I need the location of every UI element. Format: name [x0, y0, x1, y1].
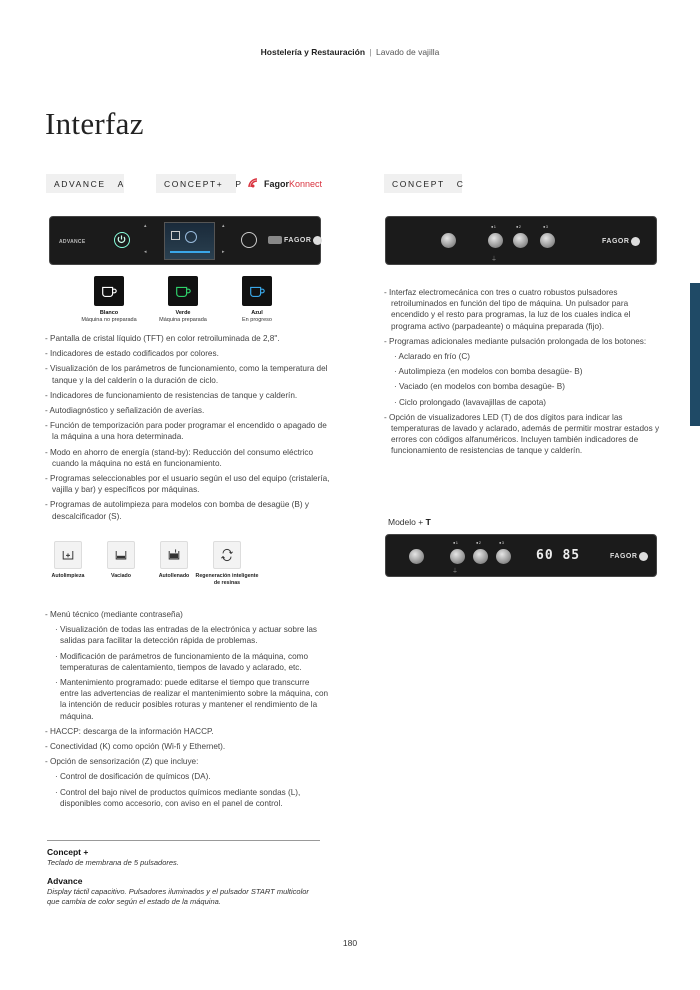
list-subitem: · Ciclo prolongado (lavavajillas de capota): [394, 397, 547, 407]
feature-label: Regeneración inteligente de resinas: [195, 573, 259, 586]
feature-label: Vaciado: [110, 573, 132, 579]
list-subitem: · Autolimpieza (en modelos con bomba desagüe- B): [394, 367, 583, 377]
list-item: - Indicadores de estado codificados por colores.: [45, 349, 219, 359]
note-heading-concept-plus: Concept +: [47, 847, 89, 857]
cup-icon-green: [168, 276, 198, 306]
fagor-logo-text: FAGOR: [610, 553, 638, 560]
list-item: - Autodiagnóstico y señalización de averías.: [45, 406, 205, 416]
menu-feature-list: [45, 609, 330, 813]
auto-fill-glyph: [166, 547, 182, 563]
display-progress-bar: [170, 251, 210, 253]
list-item: - Conectividad (K) como opción (Wi-fi y Ethernet).: [45, 742, 226, 752]
page-header: [0, 47, 700, 57]
program-knob-1[interactable]: [488, 233, 503, 248]
tag-concept-plus-code: P: [235, 178, 243, 189]
fagor-konnect-brand: Fagor: [264, 178, 290, 189]
tray-icon: ⏚: [452, 569, 459, 575]
list-item: - Pantalla de cristal líquido (TFT) en color retroiluminada de 2,8".: [45, 334, 280, 343]
list-item: - Programas adicionales mediante pulsación prolongada de los botones:: [384, 336, 647, 346]
start-button[interactable]: [241, 232, 257, 248]
concept-feature-list: [384, 287, 662, 461]
knob-label: ●2: [476, 540, 482, 545]
cup-icon: [248, 282, 266, 300]
list-item: - Función de temporización para poder programar el encendido o apagado de la máquina a una hora determinada.: [45, 421, 327, 442]
fagor-logo: [602, 237, 640, 246]
status-label-green: Verde Máquina preparada: [159, 310, 207, 323]
knob-label: ●3: [499, 540, 505, 545]
list-subitem: · Modificación de parámetros de funcionamiento de la máquina, como temperaturas de calentamiento, tiempos de lavado y aclarado, etc.: [55, 651, 309, 672]
section-sidebar-tab: [690, 283, 700, 426]
notes-divider: [47, 840, 320, 841]
drain-icon: [107, 541, 135, 569]
drain-glyph: [113, 547, 129, 563]
fagor-konnect-logo: [248, 174, 322, 193]
advance-panel-label: ADVANCE: [59, 239, 86, 245]
knob-label: ●1: [491, 224, 497, 229]
list-item: - Interfaz electromecánica con tres o cuatro robustos pulsadores retroiluminados en función del tipo de máquina. Un pulsador para encendido y el resto para programas, la luz de los cuales indica el programa activo (parpadeante) o máquina preparada (fijo).: [384, 288, 631, 331]
fagor-logo-text: FAGOR: [602, 238, 630, 245]
program-knob-3[interactable]: [540, 233, 555, 248]
arrow-up-icon[interactable]: ▴: [144, 223, 147, 229]
note-text-concept-plus: Teclado de membrana de 5 pulsadores.: [47, 858, 179, 867]
cup-icon: [100, 282, 118, 300]
page-title: Interfaz: [45, 106, 144, 141]
led-display: 60 85: [536, 548, 581, 563]
power-button[interactable]: [114, 232, 130, 248]
list-item: - Indicadores de funcionamiento de resistencias de tanque y calderín.: [45, 390, 298, 400]
advance-feature-list: [45, 333, 330, 526]
knob-label: ●1: [453, 540, 459, 545]
cup-icon-blue: [242, 276, 272, 306]
display-cup-icon: [171, 231, 180, 240]
tag-concept: [384, 174, 465, 193]
display-gauge-icon: [185, 231, 197, 243]
header-section: Hostelería y Restauración: [260, 47, 366, 57]
cup-icon-white: [94, 276, 124, 306]
model-t-control-panel: [385, 534, 657, 577]
note-text-advance: Display táctil capacitivo. Pulsadores iluminados y el pulsador START multicolor que cambia de color según el estado de la máquina.: [47, 887, 309, 906]
program-knob-2[interactable]: [473, 549, 488, 564]
resin-regeneration-glyph: [219, 547, 235, 563]
resin-regeneration-icon: [213, 541, 241, 569]
header-separator: |: [369, 47, 372, 57]
advance-control-panel: [49, 216, 321, 265]
tft-display: [164, 222, 215, 260]
list-subitem: · Mantenimiento programado: puede editarse el tiempo que transcurre entre las advertencias de realizar el mantenimiento sobre la máquina, con la intención de reducir posibles roturas y mantener el rendimiento de la máquina.: [55, 678, 329, 721]
note-heading-advance: Advance: [47, 876, 83, 886]
key-button[interactable]: [268, 236, 282, 244]
header-subsection: Lavado de vajilla: [376, 47, 440, 57]
fagor-konnect-suffix: Konnect: [289, 178, 323, 189]
list-subitem: · Vaciado (en modelos con bomba desagüe- B): [394, 382, 565, 392]
tag-concept-plus: [156, 174, 243, 193]
cup-icon: [174, 282, 192, 300]
list-item: - Opción de sensorización (Z) que incluye:: [45, 757, 199, 767]
list-item: - Modo en ahorro de energía (stand-by): Reducción del consumo eléctrico cuando la máquina no está en funcionamiento.: [45, 447, 314, 468]
tray-icon: ⏚: [491, 257, 498, 263]
knob-label: ●3: [543, 224, 549, 229]
list-item: - Visualización de los parámetros de funcionamiento, como la temperatura del tanque y la del calderín o la duración de ciclo.: [45, 364, 328, 385]
feature-label: Autolimpieza: [51, 573, 85, 579]
tag-concept-plus-name: CONCEPT+: [164, 178, 224, 189]
tag-advance-name: ADVANCE: [54, 178, 106, 189]
list-subitem: · Aclarado en frío (C): [394, 352, 470, 362]
fagor-logo: [610, 552, 648, 561]
model-label: Modelo + T: [388, 517, 431, 527]
knob-label: ●2: [516, 224, 522, 229]
program-knob-3[interactable]: [496, 549, 511, 564]
list-item: - HACCP: descarga de la información HACCP.: [45, 726, 214, 736]
concept-control-panel: [385, 216, 657, 265]
list-subitem: · Control de dosificación de químicos (DA).: [55, 772, 211, 782]
list-subitem: · Visualización de todas las entradas de la electrónica y actuar sobre las salidas para facilitar la detección rápida de problemas.: [55, 625, 317, 646]
fagor-logo-text: FAGOR: [284, 237, 312, 244]
power-knob[interactable]: [409, 549, 424, 564]
tag-concept-name: CONCEPT: [392, 178, 445, 189]
auto-fill-icon: [160, 541, 188, 569]
tag-advance: [46, 174, 124, 193]
status-label-white: Blanco Máquina no preparada: [81, 310, 137, 323]
status-label-blue: Azul En progreso: [242, 310, 272, 323]
program-knob-2[interactable]: [513, 233, 528, 248]
power-knob[interactable]: [441, 233, 456, 248]
tag-advance-code: A: [117, 178, 125, 189]
page-number: 180: [342, 938, 358, 948]
arrow-left-icon[interactable]: ◂: [144, 249, 147, 255]
self-clean-glyph: [60, 547, 76, 563]
self-clean-icon: [54, 541, 82, 569]
program-knob-1[interactable]: [450, 549, 465, 564]
power-icon: [115, 233, 128, 246]
feature-label: Autollenado: [158, 573, 190, 579]
list-item: - Programas de autolimpieza para modelos con bomba de desagüe (B) y descalcificador (S).: [45, 500, 309, 521]
tag-concept-code: C: [456, 178, 465, 189]
arrow-right-icon[interactable]: ▸: [222, 249, 225, 255]
arrow-right-up-icon[interactable]: ▴: [222, 223, 225, 229]
list-subitem: · Control del bajo nivel de productos químicos mediante sondas (L), disponibles como accesorio, con aviso en el panel de control.: [55, 787, 301, 808]
wifi-icon: [248, 178, 260, 190]
fagor-logo: [284, 236, 322, 245]
list-item: - Opción de visualizadores LED (T) de dos dígitos para indicar las temperaturas de lavado y aclarado, además de permitir mostrar estados y errores con códigos alfanuméricos. Incluyen también indicadores de funcionamiento de resistencias de tanque y calderín.: [384, 412, 660, 456]
list-item: - Programas seleccionables por el usuario según el uso del equipo (cristalería, vajilla y bar) y específicos por máquinas.: [45, 474, 330, 495]
list-item: - Menú técnico (mediante contraseña): [45, 610, 183, 619]
